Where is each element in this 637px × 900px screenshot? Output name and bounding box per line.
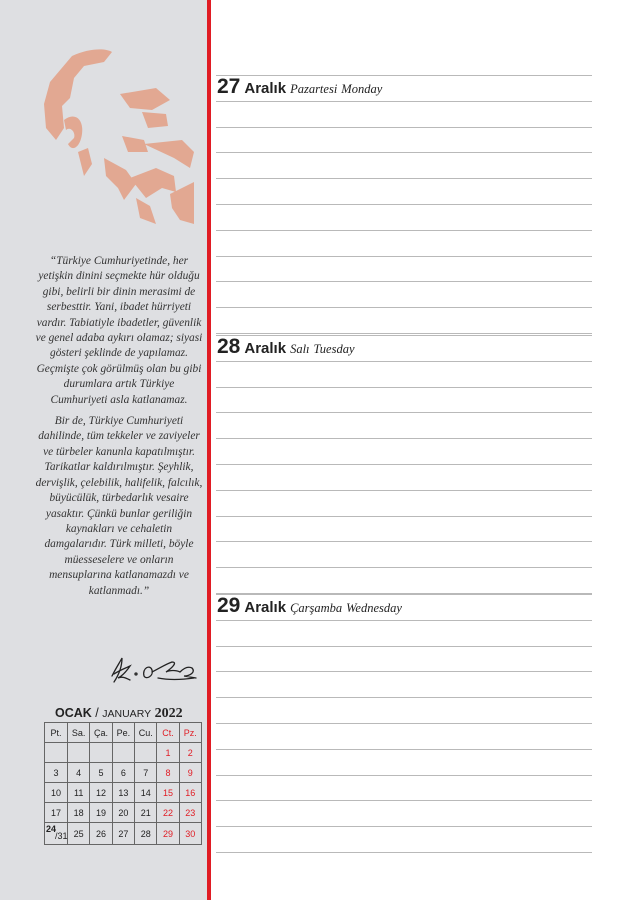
day-tr: Salı [290,342,310,356]
calendar-title [55,706,183,722]
ataturk-portrait-image [44,48,196,228]
writing-line [216,387,592,388]
calendar-weekday-header: Pz. [179,723,201,743]
writing-line [216,826,592,827]
calendar-week-row [45,783,202,803]
day-tr: Çarşamba [290,601,343,615]
calendar-day: 30 [179,823,201,845]
calendar-day: 18 [68,803,90,823]
writing-line [216,516,592,517]
writing-line [216,800,592,801]
quote-paragraph-2: Bir de, Türkiye Cumhuriyeti dahilinde, tüm tekkeler ve zaviyeler ve türbeler kanunla kapatılmıştır. Tarikatlar kaldırılmıştır. Şeyhlik, dervişlik, çelebilik, halifelik, falcılık, büyücülük, türbedarlık vesaire yasaktır. Çünkü bunlar geriliğin kaynakları ve cehaletin damgalarıdır. Türk milleti, böyle müesseselere ve onların mensuplarına katlanamazdı ve katlanmadı.” [35,415,203,597]
ataturk-quote [34,254,204,605]
calendar-day [90,743,112,763]
writing-line [216,671,592,672]
writing-line [216,567,592,568]
writing-line [216,541,592,542]
calendar-week-row [45,743,202,763]
day-header [217,335,355,359]
writing-line [216,204,592,205]
day-header [217,594,402,618]
calendar-day: 8 [157,763,179,783]
calendar-day: 12 [90,783,112,803]
calendar-day: 23 [179,803,201,823]
day-month: Aralık [244,340,287,357]
calendar-day: 6 [112,763,134,783]
calendar-weekday-header: Cu. [135,723,157,743]
calendar-day: 2 [179,743,201,763]
calendar-day [135,743,157,763]
calendar-weekday-header: Pe. [112,723,134,743]
calendar-day: 29 [157,823,179,845]
calendar-day: 19 [90,803,112,823]
writing-line [216,361,592,362]
day-month: Aralık [244,599,287,616]
writing-line [216,307,592,308]
calendar-weekday-header: Ct. [157,723,179,743]
calendar-day: 27 [112,823,134,845]
writing-line [216,723,592,724]
calendar-day-top: 24 [46,824,57,834]
calendar-week-row [45,823,202,845]
writing-line [216,101,592,102]
calendar-day [112,743,134,763]
calendar-weekday-header: Ça. [90,723,112,743]
calendar-day: 25 [68,823,90,845]
day-num: 28 [217,335,241,358]
day-num: 29 [217,594,241,617]
quote-paragraph-1: “Türkiye Cumhuriyetinde, her yetişkin dinini seçmekte hür olduğu gibi, belirli bir dinin merasimi de serbesttir. Yani, ibadet hürriyeti vardır. Tabiatiyle ibadetler, güvenlik ve genel adaba aykırı olamaz; siyasi gösteri şeklinde de yapılamaz. Geçmişte çok görülmüş olan bu gibi durumlara artık Türkiye Cumhuriyeti asla katlanamaz. [35,255,203,406]
calendar-year: 2022 [154,706,183,721]
calendar-day: 22 [157,803,179,823]
calendar-day: 11 [68,783,90,803]
calendar-week-row [45,763,202,783]
mini-calendar [44,722,202,845]
writing-line [216,412,592,413]
calendar-day: 10 [45,783,68,803]
writing-line [216,438,592,439]
day-en: Tuesday [313,342,355,356]
calendar-day [45,823,68,845]
writing-line [216,749,592,750]
calendar-day: 5 [90,763,112,783]
calendar-month-en: JANUARY [102,708,152,720]
calendar-day: 17 [45,803,68,823]
writing-line [216,697,592,698]
calendar-day: 9 [179,763,201,783]
calendar-day: 4 [68,763,90,783]
day-tr: Pazartesi [290,82,338,96]
writing-line [216,490,592,491]
writing-line [216,646,592,647]
writing-line [216,852,592,853]
calendar-month: OCAK [55,706,92,720]
calendar-day-bottom: /31 [55,831,68,841]
calendar-day: 28 [135,823,157,845]
day-month: Aralık [244,80,287,97]
calendar-day: 3 [45,763,68,783]
writing-line [216,620,592,621]
calendar-day [68,743,90,763]
day-en: Wednesday [346,601,402,615]
day-en: Monday [341,82,383,96]
calendar-week-row [45,803,202,823]
calendar-weekday-header: Sa. [68,723,90,743]
writing-line [216,333,592,334]
writing-line [216,464,592,465]
writing-line [216,230,592,231]
calendar-day [45,743,68,763]
ataturk-signature-image [108,654,200,686]
calendar-day: 7 [135,763,157,783]
calendar-day: 13 [112,783,134,803]
writing-line [216,775,592,776]
calendar-separator: / [95,706,99,720]
calendar-day: 15 [157,783,179,803]
calendar-day: 21 [135,803,157,823]
calendar-day: 26 [90,823,112,845]
red-divider [207,0,211,900]
calendar-weekday-header: Pt. [45,723,68,743]
writing-line [216,152,592,153]
day-header [217,75,382,99]
writing-line [216,281,592,282]
calendar-day: 14 [135,783,157,803]
writing-line [216,127,592,128]
writing-line [216,256,592,257]
calendar-day: 1 [157,743,179,763]
writing-line [216,178,592,179]
day-num: 27 [217,75,241,98]
calendar-day: 20 [112,803,134,823]
calendar-day: 16 [179,783,201,803]
